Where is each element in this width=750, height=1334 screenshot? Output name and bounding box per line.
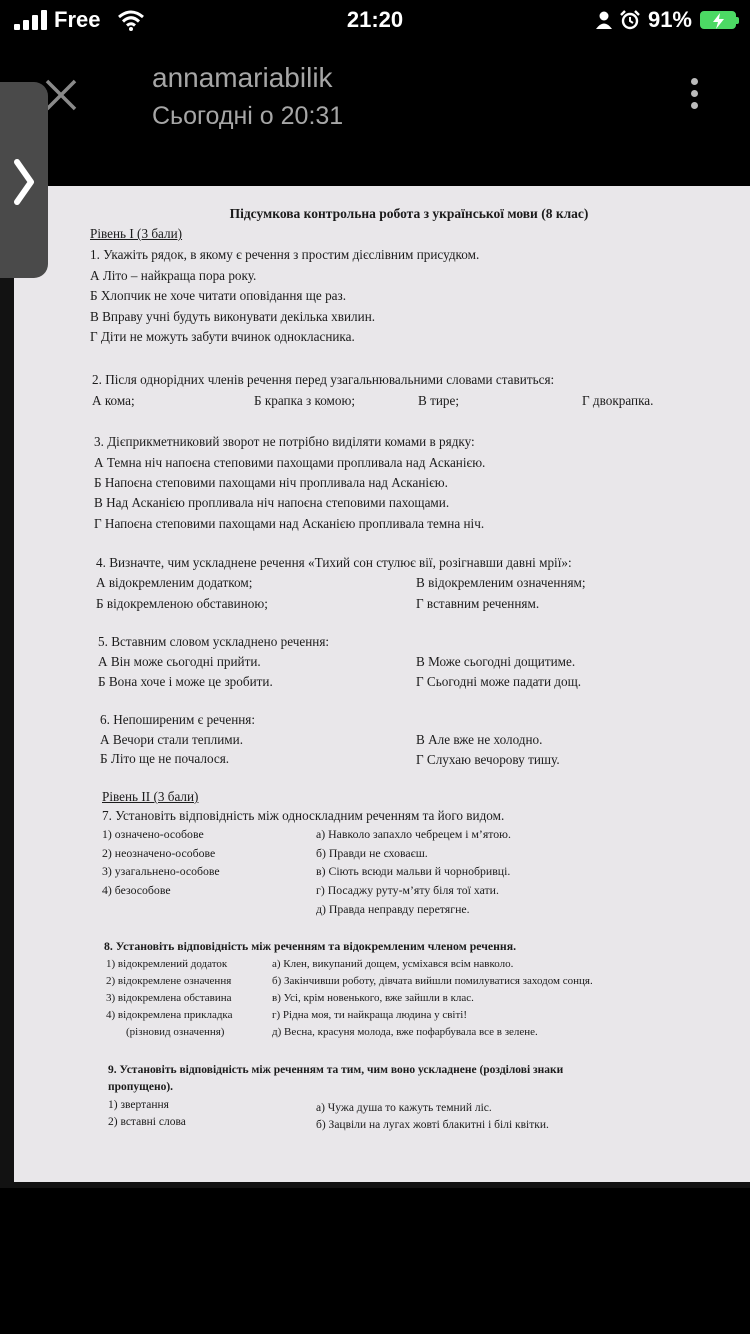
sender-username[interactable]: annamariabilik [152,62,333,93]
carrier-name: Free [54,7,101,32]
sent-timestamp: Сьогодні о 20:31 [152,102,344,130]
q6-option-c: В Але вже не холодно. [416,732,543,747]
q5-option-d: Г Сьогодні може падати дощ. [416,674,582,689]
q7-right-a: а) Навколо запахло чебрецем і м’ятою. [316,827,511,841]
q9-question-line1: 9. Установіть відповідність між реченням та тим, чим воно ускладнене (розділові знаки [108,1064,564,1076]
q8-right-b: б) Закінчивши роботу, дівчата вийшли помилуватися заходом сонця. [272,975,593,987]
more-icon[interactable] [688,78,700,114]
q7-right-e: д) Правда неправду перетягне. [316,902,470,916]
side-panel-toggle[interactable] [0,82,48,278]
person-icon [596,11,612,29]
close-icon[interactable] [44,78,78,112]
q8-left-1: 1) відокремлений додаток [106,958,228,970]
q3-option-a: А Темна ніч напоєна степовими пахощами пропливала над Асканією. [94,455,486,470]
q5-question: 5. Вставним словом ускладнено речення: [98,634,330,649]
q6-question: 6. Непоширеним є речення: [100,712,256,727]
q6-option-a: А Вечори стали теплими. [100,732,244,747]
q2-option-c: В тире; [418,393,460,408]
q9-right-a: а) Чужа душа то кажуть темний ліс. [316,1102,492,1114]
q8-right-a: а) Клен, викупаний дощем, усміхався всім навколо. [272,958,514,970]
level-2-heading: Рівень ІІ (3 бали) [102,789,199,804]
q5-option-c: В Може сьогодні дощитиме. [416,654,576,669]
q4-option-b: Б відокремленою обставиною; [96,596,268,611]
q4-option-c: В відокремленим означенням; [416,575,586,590]
q4-question: 4. Визначте, чим ускладнене речення «Тихий сон стулює вії, розігнавши давні мрії»: [96,555,572,570]
q8-right-c: в) Усі, крім новенького, вже зайшли в клас. [272,992,474,1004]
chevron-right-icon [12,158,36,206]
q3-option-c: В Над Асканією пропливала ніч напоєна степовими пахощами. [94,495,450,510]
q5-option-a: А Він може сьогодні прийти. [98,654,261,669]
q7-left-1: 1) означено-особове [102,827,204,841]
q3-option-b: Б Напоєна степовими пахощами ніч пропливала над Асканією. [94,475,448,490]
document-title: Підсумкова контрольна робота з української мови (8 клас) [229,206,589,221]
q7-right-b: б) Правди не сховаєш. [316,846,428,860]
q8-left-4-note: (різновид означення) [126,1026,225,1038]
q2-option-b: Б крапка з комою; [254,393,356,408]
q7-right-c: в) Сіють всюди мальви й чорнобривці. [316,864,511,878]
q6-option-d: Г Слухаю вечорову тишу. [416,752,560,767]
q7-left-4: 4) безособове [102,883,171,897]
q7-left-3: 3) узагальнено-особове [102,864,220,878]
status-time: 21:20 [346,7,404,32]
battery-charging-icon [700,11,736,29]
q1-question: 1. Укажіть рядок, в якому є речення з простим дієслівним присудком. [90,247,480,262]
q7-left-2: 2) неозначено-особове [102,846,216,860]
q9-question-line2: пропущено). [108,1081,174,1093]
q7-question: 7. Установіть відповідність між односкладним реченням та його видом. [102,808,505,823]
q7-right-d: г) Посаджу руту-м’яту біля тої хати. [316,883,499,897]
q8-left-3: 3) відокремлена обставина [106,992,232,1004]
q1-option-a: А Літо – найкраща пора року. [90,268,257,283]
q9-right-b: б) Зацвіли на лугах жовті блакитні і білі квітки. [316,1119,549,1131]
exam-paper [14,186,750,1182]
q9-left-2: 2) вставні слова [108,1116,186,1128]
q8-right-d: г) Рідна моя, ти найкраща людина у світі! [272,1009,468,1021]
q8-left-4: 4) відокремлена прикладка [106,1009,233,1021]
q2-option-d: Г двокрапка. [582,393,654,408]
alarm-icon [620,10,640,30]
battery-percent: 91% [647,7,692,32]
q1-option-b: Б Хлопчик не хоче читати оповідання ще раз. [90,288,347,303]
viewer-header [0,40,750,150]
q3-option-d: Г Напоєна степовими пахощами над Асканією пропливала темна ніч. [94,516,485,531]
q8-question: 8. Установіть відповідність між реченням та відокремленим членом речення. [104,939,517,953]
q2-option-a: А кома; [92,393,135,408]
q4-option-a: А відокремленим додатком; [96,575,253,590]
level-1-heading: Рівень І (3 бали) [90,226,183,241]
q3-question: 3. Дієприкметниковий зворот не потрібно виділяти комами в рядку: [94,434,475,449]
q9-left-1: 1) звертання [108,1099,169,1111]
photo-viewer[interactable] [0,186,750,1188]
q6-option-b: Б Літо ще не почалося. [100,751,230,766]
status-bar [0,0,750,40]
q5-option-b: Б Вона хоче і може це зробити. [98,674,273,689]
q2-question: 2. Після однорідних членів речення перед узагальнювальними словами ставиться: [92,372,555,387]
q1-option-c: В Вправу учні будуть виконувати декілька хвилин. [90,309,376,324]
q8-left-2: 2) відокремлене означення [106,975,232,987]
q8-right-e: д) Весна, красуня молода, вже пофарбувала все в зелене. [272,1026,538,1038]
q1-option-d: Г Діти не можуть забути вчинок однокласника. [90,329,355,344]
q4-option-d: Г вставним реченням. [416,596,540,611]
